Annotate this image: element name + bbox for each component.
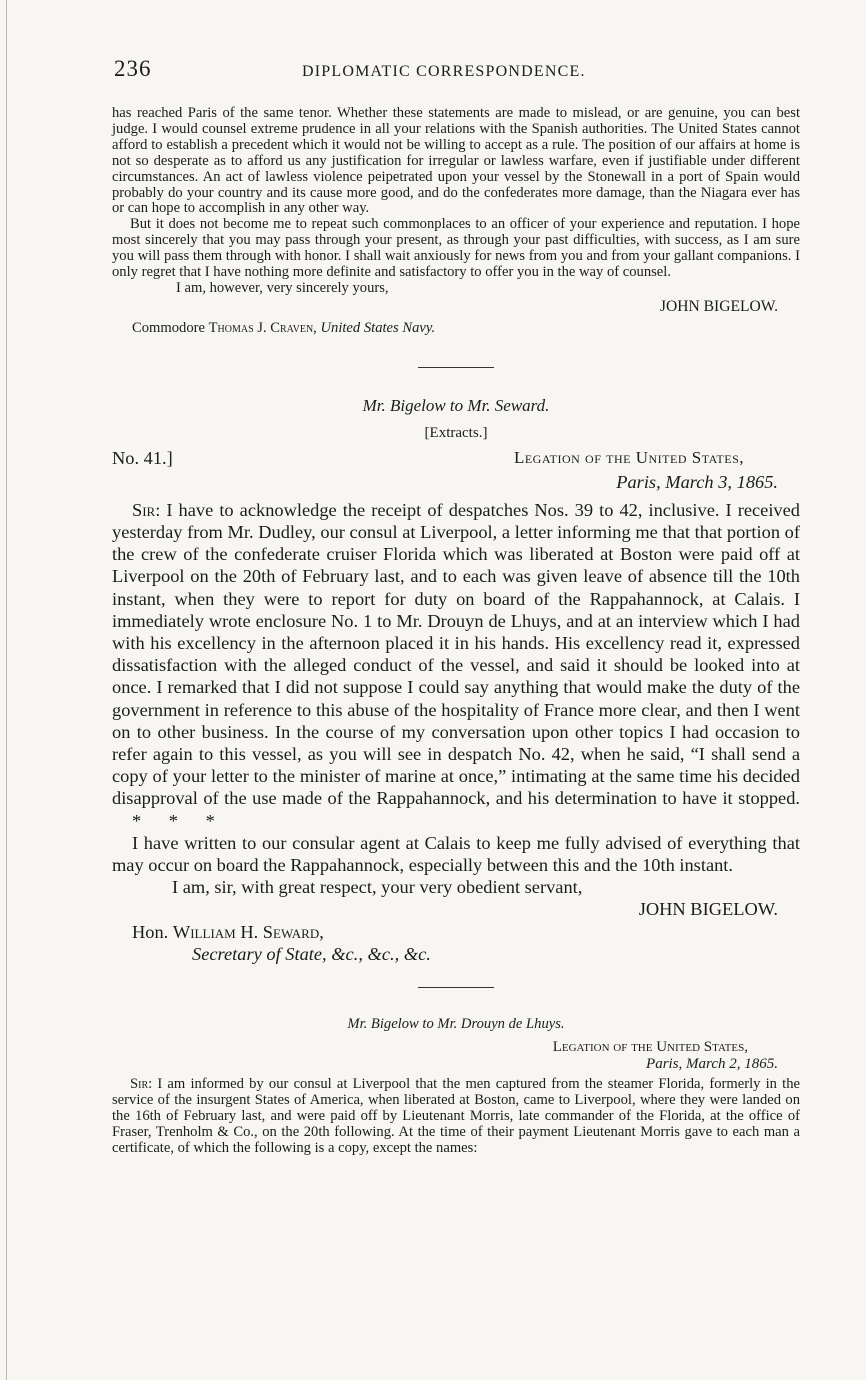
addressee-prefix: Hon.: [132, 921, 173, 942]
legation: Legation of the United States,: [513, 447, 744, 467]
divider: [418, 367, 494, 368]
letter-title: Mr. Bigelow to Mr. Drouyn de Lhuys.: [347, 1015, 565, 1032]
letter-to-seward: [112, 499, 800, 965]
addressee: [132, 921, 800, 943]
salutation: Sir:: [132, 499, 161, 520]
legation: Legation of the United States,: [552, 1038, 748, 1055]
divider: [418, 987, 494, 988]
running-head: DIPLOMATIC CORRESPONDENCE.: [302, 63, 586, 80]
letter-title: Mr. Bigelow to Mr. Seward.: [362, 395, 550, 415]
letter-heading: [112, 448, 800, 472]
addressee-title: United States Navy.: [320, 319, 436, 336]
letter-to-drouyn: [112, 1077, 800, 1157]
addressee-name: Thomas J. Craven,: [208, 319, 317, 336]
page-header: [112, 56, 800, 90]
paragraph-text: I have to acknowledge the receipt of despatches Nos. 39 to 42, inclusive. I received yesterday from Mr. Dudley, our consul at Liverpool, a letter informing me that that portion of the crew of the confederate cruiser Florida which was liberated at Boston were paid off at Liverpool on the 20th of February last, and to each was given leave of absence till the 10th instant, when they were to report for duty on board of the Rappahannock, at Calais. I immediately wrote enclosure No. 1 to Mr. Drouyn de Lhuys, and at an interview which I had with his excellency in the afternoon placed it in his hands. His excellency read it, expressed dissatisfaction with the alleged conduct of the vessel, and said it should be looked into at once. I remarked that I did not suppose I could say anything that would make the duty of the government in reference to this abuse of the hospitality of France more clear, and then I went on to other business. In the course of my conversation upon other topics I had occasion to refer again to this vessel, as you will see in despatch No. 42, when he said, “I shall send a copy of your letter to the minister of marine at once,” intimating at the same time his decided disapproval of the use made of the Rappahannock, and his determination to have it stopped.: [112, 499, 800, 809]
closing: I am, sir, with great respect, your very obedient servant,: [172, 877, 583, 898]
date-line: Paris, March 3, 1865.: [616, 471, 778, 492]
page-number: 236: [114, 56, 152, 81]
page-edge: [6, 0, 7, 1380]
paragraph: I have written to our consular agent at Calais to keep me fully advised of everything that may occur on board the Rappahannock, especially between this and the 10th instant.: [112, 832, 800, 875]
date-line: Paris, March 2, 1865.: [646, 1055, 778, 1072]
page: [112, 56, 800, 1156]
addressee: [132, 321, 800, 337]
extracts-note: [Extracts.]: [424, 424, 488, 441]
letter-to-craven: [112, 106, 800, 337]
addressee-prefix: Commodore: [132, 319, 209, 336]
paragraph: [112, 499, 800, 832]
paragraph-text: I am informed by our consul at Liverpool that the men captured from the steamer Florida, formerly in the service of the insurgent States of America, when liberated at Boston, came to Liverpool, where they were landed on the 16th of February last, and were paid off by Lieutenant Morris, late commander of the Florida, at the office of Fraser, Trenholm & Co., on the 20th following. At the time of their payment Lieutenant Morris gave to each man a certificate, of which the following is a copy, except the names:: [112, 1075, 800, 1156]
signature: JOHN BIGELOW.: [638, 899, 778, 920]
paragraph: [112, 1077, 800, 1157]
closing: I am, however, very sincerely yours,: [176, 279, 389, 296]
paragraph: But it does not become me to repeat such commonplaces to an officer of your experience and reputation. I hope most sincerely that you may pass through your present, as through your past difficulties, with success, as I am sure you will pass them through with honor. I shall wait anxiously for news from you and from your gallant companions. I only regret that I have nothing more definite and satisfactory to offer you in the way of counsel.: [112, 216, 800, 281]
addressee-title: Secretary of State, &c., &c., &c.: [192, 943, 431, 964]
paragraph: has reached Paris of the same tenor. Whether these statements are made to mislead, or are genuine, you can best judge. I would counsel extreme prudence in all your relations with the Spanish authorities. The United States cannot afford to establish a precedent which it would not be willing to accept as a rule. The position of our affairs at home is not so desperate as to afford us any justification for irregular or lawless warfare, even if justifiable under different circumstances. An act of lawless violence peipetrated upon your vessel by the Stonewall in a port of Spain would probably do your country and its cause more good, and do the confederates more damage, than the Niagara ever has or can hope to accomplish in any other way.: [112, 105, 800, 217]
addressee-name: William H. Seward,: [172, 921, 324, 942]
despatch-number: No. 41.]: [112, 447, 173, 468]
signature: JOHN BIGELOW.: [659, 297, 778, 315]
asterisks: * * *: [132, 810, 215, 831]
salutation: Sir:: [130, 1075, 153, 1092]
